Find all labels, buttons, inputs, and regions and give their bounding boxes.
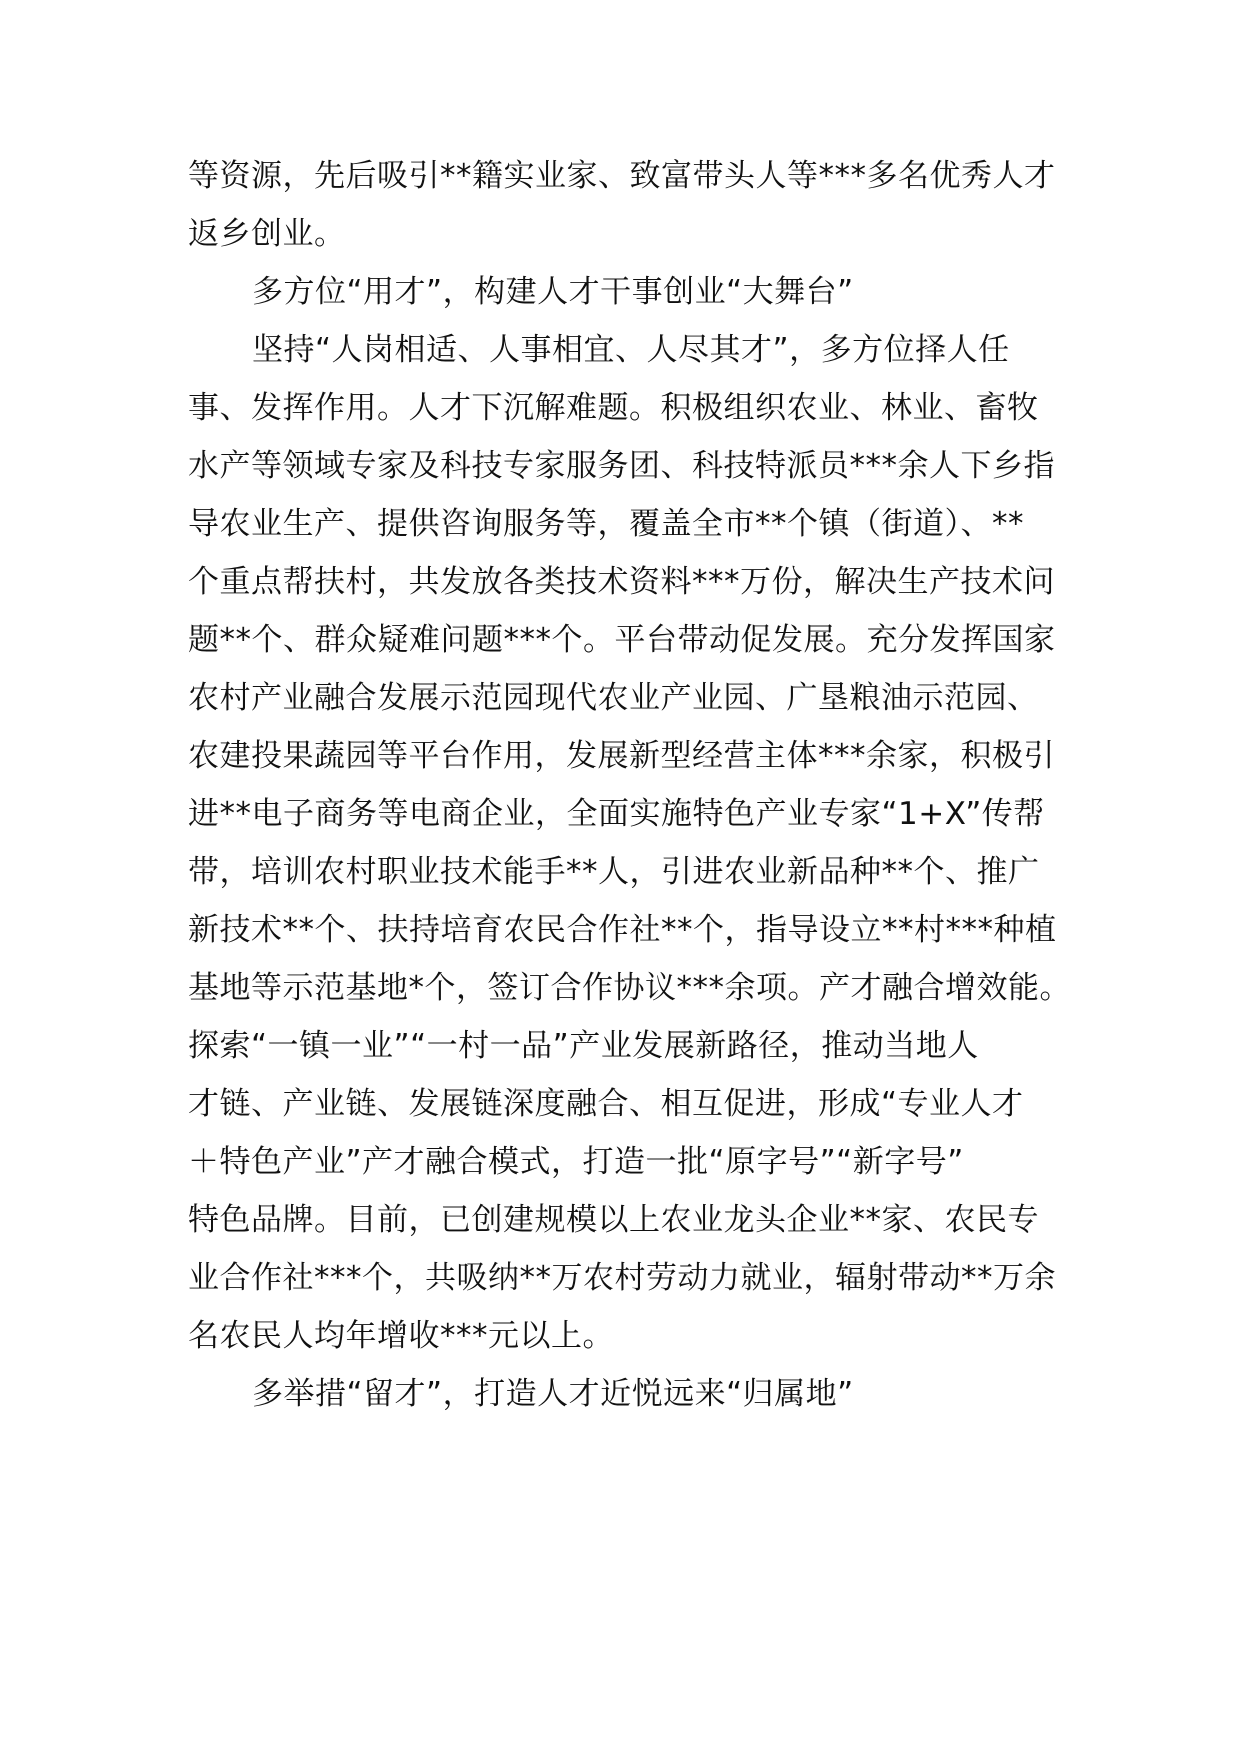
text-line: 题**个、群众疑难问题***个。平台带动促发展。充分发挥国家 [188,622,1056,658]
text-line: 新技术**个、扶持培育农民合作社**个，指导设立**村***种植 [188,912,1057,948]
text-line: 基地等示范基地*个，签订合作协议***余项。产才融合增效能。 [188,970,1071,1006]
text-line: 名农民人均年增收***元以上。 [188,1318,614,1354]
text-line: 坚持“人岗相适、人事相宜、人尽其才”，多方位择人任 [252,332,1010,368]
text-line: ＋特色产业”产才融合模式，打造一批“原字号”“新字号” [188,1144,964,1180]
text-line: 带，培训农村职业技术能手**人，引进农业新品种**个、推广 [188,854,1040,890]
text-line: 个重点帮扶村，共发放各类技术资料***万份，解决生产技术问 [188,564,1055,600]
text-line: 农村产业融合发展示范园现代农业产业园、广垦粮油示范园、 [188,680,1039,716]
text-line: 等资源，先后吸引**籍实业家、致富带头人等***多名优秀人才 [188,158,1056,194]
text-line: 业合作社***个，共吸纳**万农村劳动力就业，辐射带动**万余 [188,1260,1056,1296]
text-line: 农建投果蔬园等平台作用，发展新型经营主体***余家，积极引 [188,738,1055,774]
text-line: 返乡创业。 [188,216,346,252]
text-line: 水产等领域专家及科技专家服务团、科技特派员***余人下乡指 [188,448,1055,484]
text-line: 探索“一镇一业”“一村一品”产业发展新路径，推动当地人 [188,1028,979,1064]
section-heading: 多举措“留才”，打造人才近悦远来“归属地” [252,1376,854,1412]
text-line: 事、发挥作用。人才下沉解难题。积极组织农业、林业、畜牧 [188,390,1039,426]
text-line: 才链、产业链、发展链深度融合、相互促进，形成“专业人才 [188,1086,1024,1122]
text-line: 特色品牌。目前，已创建规模以上农业龙头企业**家、农民专 [188,1202,1039,1238]
section-heading: 多方位“用才”，构建人才干事创业“大舞台” [252,274,854,310]
text-line: 导农业生产、提供咨询服务等，覆盖全市**个镇（街道）、** [188,506,1024,542]
text-line: 进**电子商务等电商企业，全面实施特色产业专家“1+X”传帮 [188,796,1045,832]
